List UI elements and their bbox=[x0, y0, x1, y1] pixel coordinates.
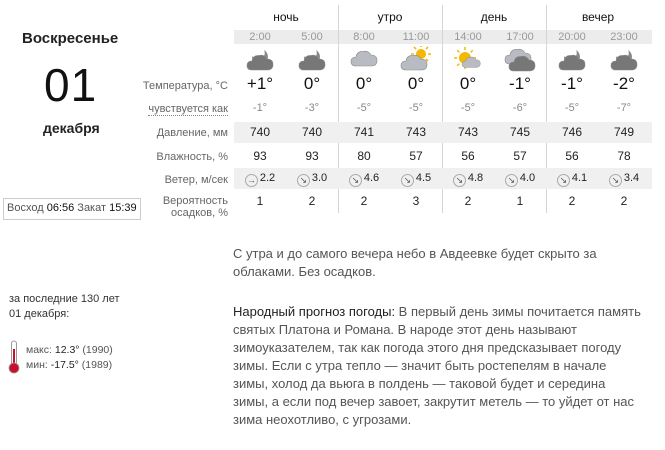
history-min bbox=[26, 358, 113, 373]
time-label: 11:00 bbox=[402, 31, 430, 43]
sunrise-label: Восход bbox=[7, 202, 44, 214]
wind-speed: 3.4 bbox=[623, 172, 640, 184]
wind-speed: 4.6 bbox=[363, 172, 380, 184]
precip-value: 1 bbox=[516, 194, 524, 208]
precip-value: 1 bbox=[256, 194, 264, 208]
history-period: за последние 130 лет bbox=[9, 293, 120, 305]
sunset-time: 15:39 bbox=[109, 202, 137, 214]
dark-cloudy-icon bbox=[494, 46, 546, 77]
period-evening: вечер bbox=[581, 10, 615, 24]
wind-value bbox=[598, 172, 650, 187]
label-humidity: Влажность, % bbox=[156, 151, 228, 163]
period-morning: утро bbox=[377, 10, 403, 24]
forecast-description: С утра и до самого вечера небо в Авдеевке будет скрыто за облаками. Без осадков. bbox=[233, 246, 597, 279]
time-label: 23:00 bbox=[610, 31, 638, 43]
time-label: 17:00 bbox=[506, 31, 534, 43]
precip-value: 2 bbox=[620, 194, 628, 208]
history-max-year: (1990) bbox=[82, 344, 113, 356]
sunrise-time: 06:56 bbox=[46, 202, 75, 214]
wind-value bbox=[390, 172, 442, 187]
period-night: ночь bbox=[273, 10, 299, 24]
pressure-value: 749 bbox=[613, 125, 635, 139]
pressure-value: 746 bbox=[561, 125, 583, 139]
history-min-label: мин: bbox=[26, 359, 48, 371]
month: декабря bbox=[43, 120, 100, 136]
temperature-value: -1° bbox=[561, 74, 583, 93]
time-label: 2:00 bbox=[249, 31, 271, 43]
temperature-value: +1° bbox=[246, 74, 274, 93]
wind-value bbox=[442, 172, 494, 187]
pressure-value: 745 bbox=[509, 125, 531, 139]
feels-like-value: -5° bbox=[408, 102, 424, 114]
history-max-label: макс: bbox=[26, 344, 52, 356]
temperature-value: 0° bbox=[407, 74, 425, 93]
wind-speed: 4.1 bbox=[571, 172, 588, 184]
feels-like-value: -1° bbox=[252, 102, 268, 114]
wind-direction-icon: ↘ bbox=[401, 174, 414, 187]
wind-value bbox=[494, 172, 546, 187]
wind-direction-icon: ↘ bbox=[505, 174, 518, 187]
thermometer-icon bbox=[8, 340, 20, 379]
history-date: 01 декабря: bbox=[9, 308, 70, 320]
label-wind: Ветер, м/сек bbox=[164, 174, 228, 186]
humidity-value: 56 bbox=[565, 149, 579, 163]
wind-direction-icon: ↘ bbox=[453, 174, 466, 187]
time-label: 20:00 bbox=[558, 31, 586, 43]
wind-speed: 3.0 bbox=[311, 172, 328, 184]
wind-direction-icon: → bbox=[246, 175, 256, 185]
folk-forecast bbox=[233, 303, 643, 429]
folk-title: Народный прогноз погоды: bbox=[233, 304, 396, 319]
weekday: Воскресенье bbox=[22, 30, 119, 47]
humidity-value: 93 bbox=[253, 149, 267, 163]
history-block bbox=[9, 293, 120, 320]
cloudy-night-icon bbox=[234, 46, 286, 77]
sun-times bbox=[3, 198, 141, 220]
feels-like-value: -3° bbox=[304, 102, 320, 114]
temperature-value: -2° bbox=[613, 74, 635, 93]
wind-speed: 2.2 bbox=[259, 172, 276, 184]
label-precip-2: осадков, % bbox=[171, 207, 228, 219]
feels-like-value: -7° bbox=[616, 102, 632, 114]
cloudy-night-icon bbox=[598, 46, 650, 77]
cloudy-night-icon bbox=[546, 46, 598, 77]
time-label: 8:00 bbox=[353, 31, 375, 43]
precip-value: 2 bbox=[360, 194, 368, 208]
cloud-icon bbox=[338, 46, 390, 77]
cloudy-night-icon bbox=[286, 46, 338, 77]
wind-value bbox=[286, 172, 338, 187]
history-min-value: -17.5° bbox=[50, 359, 79, 371]
history-min-year: (1989) bbox=[81, 359, 113, 371]
humidity-value: 56 bbox=[461, 149, 475, 163]
wind-direction-icon: ↘ bbox=[609, 174, 622, 187]
humidity-value: 57 bbox=[513, 149, 527, 163]
time-label: 14:00 bbox=[454, 31, 482, 43]
partly-cloudy-icon bbox=[390, 46, 442, 77]
time-label: 5:00 bbox=[301, 31, 323, 43]
temperature-value: 0° bbox=[303, 74, 321, 93]
label-feels: чувствуется как bbox=[148, 103, 228, 115]
precip-value: 2 bbox=[568, 194, 576, 208]
wind-value bbox=[234, 172, 286, 187]
temperature-value: -1° bbox=[509, 74, 531, 93]
wind-speed: 4.8 bbox=[467, 172, 484, 184]
sunset-label: Закат bbox=[77, 202, 107, 214]
humidity-value: 93 bbox=[305, 149, 319, 163]
pressure-value: 743 bbox=[457, 125, 479, 139]
period-day: день bbox=[480, 10, 508, 24]
humidity-value: 78 bbox=[617, 149, 631, 163]
precip-value: 2 bbox=[464, 194, 472, 208]
wind-direction-icon: ↘ bbox=[349, 174, 362, 187]
label-temperature: Температура, °C bbox=[142, 80, 228, 92]
label-precip-1: Вероятность bbox=[162, 195, 228, 207]
pressure-value: 741 bbox=[353, 125, 375, 139]
wind-speed: 4.5 bbox=[415, 172, 432, 184]
feels-like-value: -6° bbox=[512, 102, 528, 114]
feels-like-value: -5° bbox=[564, 102, 580, 114]
wind-speed: 4.0 bbox=[519, 172, 536, 184]
day-number: 01 bbox=[44, 59, 98, 111]
pressure-value: 740 bbox=[301, 125, 323, 139]
wind-direction-icon: ↘ bbox=[557, 174, 570, 187]
history-max-value: 12.3° bbox=[54, 344, 80, 356]
partly-sunny-icon bbox=[442, 46, 494, 77]
precip-value: 3 bbox=[412, 194, 420, 208]
pressure-value: 740 bbox=[249, 125, 271, 139]
wind-value bbox=[338, 172, 390, 187]
temperature-value: 0° bbox=[355, 74, 373, 93]
folk-text: В первый день зимы почитается память святых Платона и Романа. В народе этот день называют зимоуказателем, так как погода этого дня предсказывает погоду зимы. Если с утра тепло — значит быть ростепелям в начале зимы, холод да вьюга в полдень — таковой будет и середина зимы, а если под вечер завоет, закрутит метель — то уйдет от нас зима неохотливо, с угрозами. bbox=[233, 304, 641, 427]
label-precip bbox=[163, 195, 228, 219]
wind-value bbox=[546, 172, 598, 187]
wind-direction-icon: ↘ bbox=[297, 174, 310, 187]
precip-value: 2 bbox=[308, 194, 316, 208]
humidity-value: 80 bbox=[357, 149, 371, 163]
history-max bbox=[26, 343, 113, 358]
history-values bbox=[26, 343, 113, 373]
humidity-value: 57 bbox=[409, 149, 423, 163]
temperature-value: 0° bbox=[459, 74, 477, 93]
feels-like-value: -5° bbox=[356, 102, 372, 114]
label-pressure: Давление, мм bbox=[156, 127, 228, 139]
pressure-value: 743 bbox=[405, 125, 427, 139]
feels-like-value: -5° bbox=[460, 102, 476, 114]
